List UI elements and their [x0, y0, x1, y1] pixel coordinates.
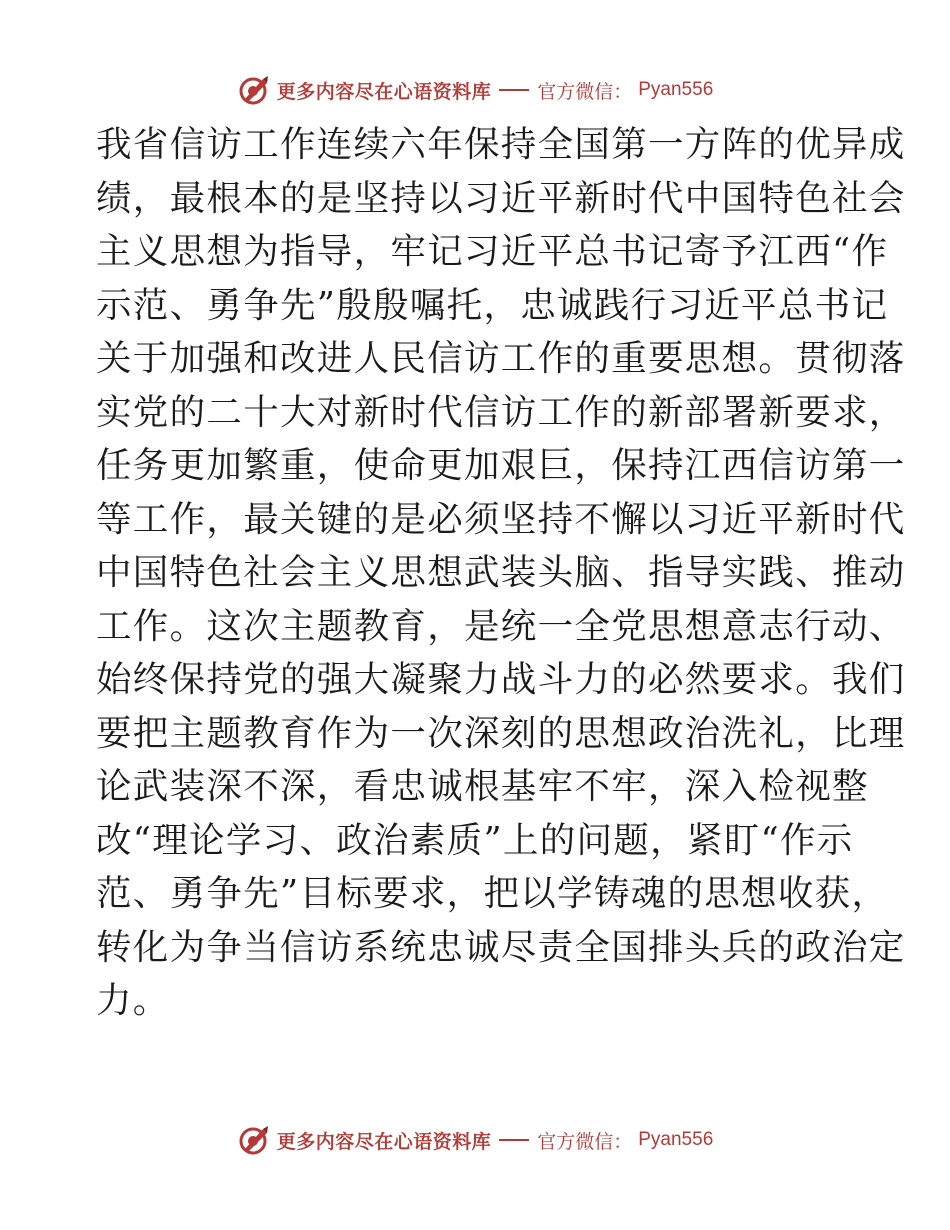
banner-wechat-label: 官方微信： — [537, 80, 633, 103]
body-line: 示范、勇争先”殷殷嘱托，忠诚践行习近平总书记 — [96, 284, 889, 326]
body-line: 力。 — [96, 980, 170, 1021]
banner-site-text: 更多内容尽在心语资料库 — [276, 80, 492, 103]
body-line: 始终保持党的强大凝聚力战斗力的必然要求。我们 — [96, 659, 906, 700]
banner-wechat-handle: Pyan556 — [638, 1129, 714, 1150]
brand-logo-icon — [237, 1123, 271, 1157]
body-line: 工作。这次主题教育，是统一全党思想意志行动、 — [96, 605, 906, 647]
body-line: 实党的二十大对新时代信访工作的新部署新要求， — [96, 391, 906, 433]
banner-dash — [499, 89, 529, 91]
body-line: 主义思想为指导，牢记习近平总书记寄予江西“作 — [96, 231, 889, 272]
body-line: 关于加强和改进人民信访工作的重要思想。贯彻落 — [96, 338, 906, 379]
body-line: 我省信访工作连续六年保持全国第一方阵的优异成 — [96, 124, 906, 165]
banner-wechat-handle: Pyan556 — [638, 79, 714, 100]
banner-site-text: 更多内容尽在心语资料库 — [276, 1130, 492, 1153]
body-line: 绩，最根本的是坚持以习近平新时代中国特色社会 — [96, 177, 906, 219]
document-body — [96, 118, 906, 1028]
banner-dash — [499, 1139, 529, 1141]
brand-logo-icon — [237, 73, 271, 107]
body-line: 论武装深不深，看忠诚根基牢不牢，深入检视整 — [96, 766, 869, 807]
header-banner — [0, 70, 950, 110]
body-line: 范、勇争先”目标要求，把以学铸魂的思想收获， — [96, 873, 889, 914]
footer-banner — [0, 1120, 950, 1160]
body-line: 改“理论学习、政治素质”上的问题，紧盯“作示 — [96, 819, 854, 861]
banner-wechat-label: 官方微信： — [537, 1130, 633, 1153]
body-line: 任务更加繁重，使命更加艰巨，保持江西信访第一 — [96, 445, 906, 486]
body-line: 要把主题教育作为一次深刻的思想政治洗礼，比理 — [96, 712, 906, 754]
body-line: 中国特色社会主义思想武装头脑、指导实践、推动 — [96, 552, 906, 593]
body-line: 转化为争当信访系统忠诚尽责全国排头兵的政治定 — [96, 926, 906, 968]
body-line: 等工作，最关键的是必须坚持不懈以习近平新时代 — [96, 498, 906, 540]
